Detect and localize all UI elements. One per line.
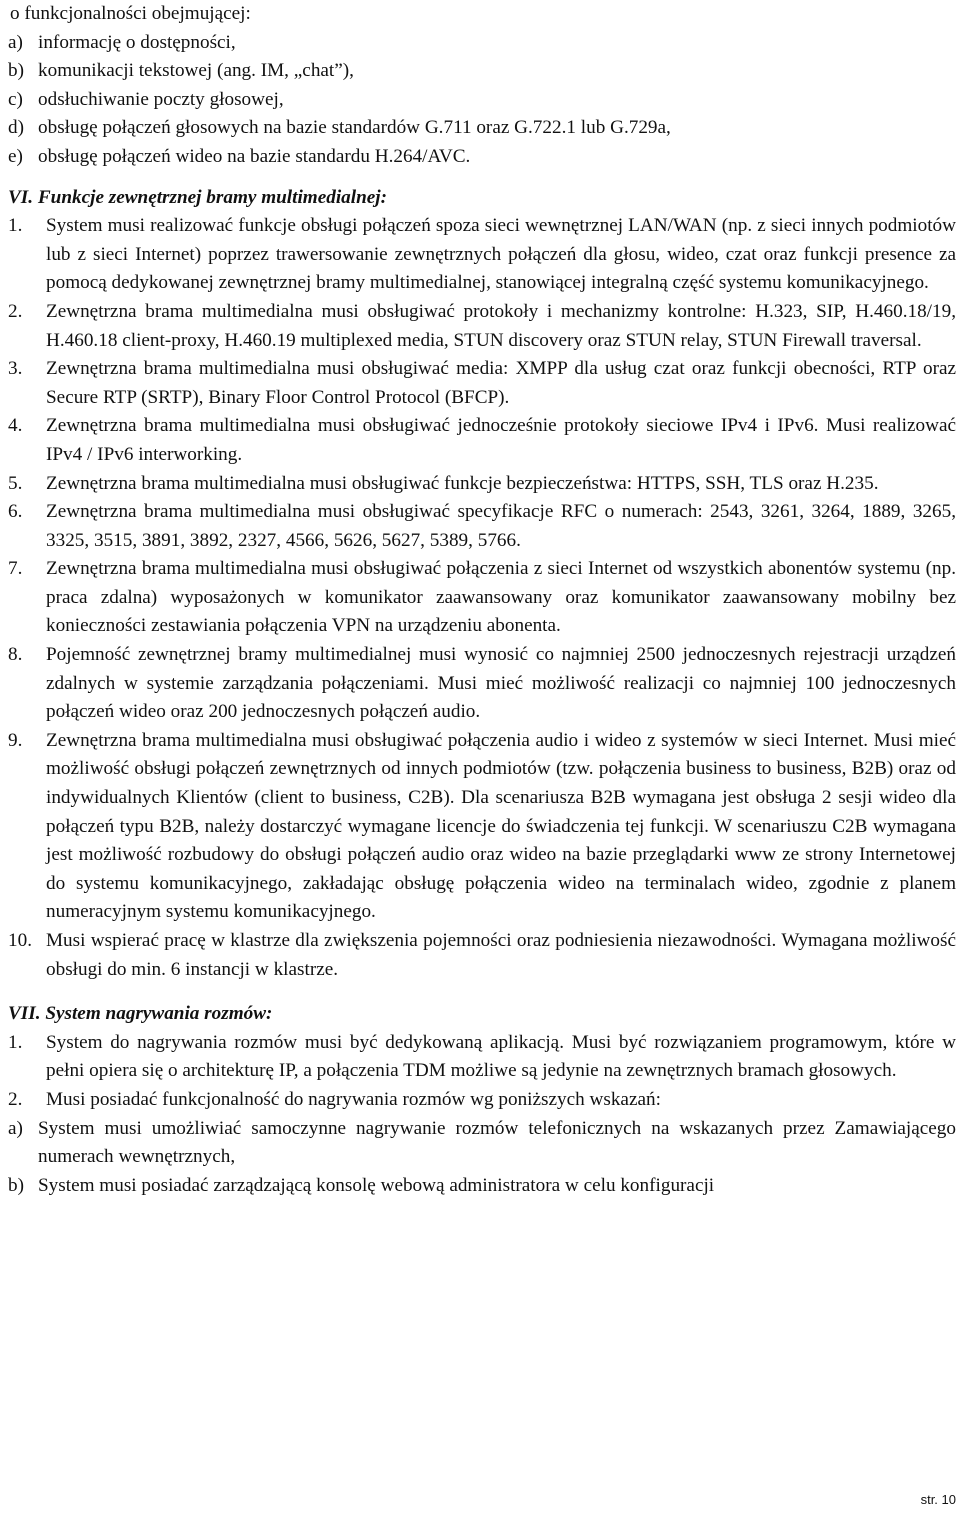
list-item-label: a) [8,1117,23,1139]
numbered-item [8,355,956,412]
list-item-text: System musi posiadać zarządzającą konsolę webową administratora w celu konfiguracji [38,1174,715,1196]
item-text: Zewnętrzna brama multimedialna musi obsługiwać połączenia z sieci Internet od wszystkich abonentów systemu (np. praca zdalna) wyposażonych w komunikator zaawansowany oraz komunikator zaawansowany mobilny bez konieczności zestawiania połączenia VPN na urządzeniu abonenta. [46,558,956,637]
list-item-text: komunikacji tekstowej (ang. IM, „chat”), [38,60,354,82]
numbered-item [8,212,956,298]
item-text: Zewnętrzna brama multimedialna musi obsługiwać połączenia audio i wideo z systemów w sieci Internet. Musi mieć możliwość obsługi połączeń zewnętrznych od innych podmiotów (tzw. połączenia business to business, B2B) oraz od indywidualnych Klientów (client to business, C2B). Dla scenariusza B2B wymagana jest obsługa 2 sesji wideo dla połączeń typu B2B, należy dostarczyć wymagane licencje do świadczenia tej funkcji. W scenariuszu C2B wymagana jest możliwość rozbudowy do obsługi połączeń audio oraz wideo na bazie przeglądarki www ze strony Internetowej do systemu komunikacyjnego, zakładając obsługę połączenia wideo na terminalach wideo, zgodnie z planem numeracyjnym systemu komunikacyjnego. [46,729,956,923]
list-item-label: b) [8,1174,24,1196]
numbered-item [8,555,956,641]
item-text: Zewnętrzna brama multimedialna musi obsługiwać media: XMPP dla usług czat oraz funkcji obecności, RTP oraz Secure RTP (SRTP), Binary Floor Control Protocol (BFCP). [46,358,956,408]
item-text: Musi wspierać pracę w klastrze dla zwiększenia pojemności oraz podniesienia niezawodności. Wymagana możliwość obsługi do min. 6 instancji w klastrze. [46,930,956,980]
item-number: 4. [8,415,23,437]
item-number: 8. [8,644,23,666]
item-text: System musi realizować funkcje obsługi połączeń spoza sieci wewnętrznej LAN/WAN (np. z sieci innych podmiotów lub z sieci Internet) poprzez trawersowanie zewnętrznych połączeń dla głosu, wideo, czat oraz funkcji presence za pomocą dedykowanej zewnętrznej bramy multimedialnej, stanowiącej integralną część systemu komunikacyjnego. [46,215,956,294]
item-number: 6. [8,501,23,523]
numbered-item [8,1086,956,1115]
item-number: 7. [8,558,23,580]
list-item [8,57,956,86]
numbered-item [8,641,956,727]
list-item-text: obsługę połączeń wideo na bazie standardu H.264/AVC. [38,145,471,167]
item-text: Zewnętrzna brama multimedialna musi obsługiwać jednocześnie protokoły sieciowe IPv4 i IPv6. Musi realizować IPv4 / IPv6 interworking. [46,415,956,465]
item-number: 2. [8,1088,23,1110]
section-heading-vi: VI. Funkcje zewnętrznej bramy multimedialnej: [8,186,387,208]
list-item [8,1172,956,1201]
list-item [8,1115,956,1172]
numbered-item [8,498,956,555]
item-number: 9. [8,729,23,751]
item-number: 10. [8,930,32,951]
numbered-item [8,470,956,499]
list-item [8,86,956,115]
list-item [8,143,956,172]
item-number: 1. [8,1031,23,1053]
item-text: Zewnętrzna brama multimedialna musi obsługiwać protokoły i mechanizmy kontrolne: H.323, SIP, H.460.18/19, H.460.18 client-proxy, H.460.19 multiplexed media, STUN discovery oraz STUN relay, STUN Firewall traversal. [46,300,956,351]
list-item-text: informację o dostępności, [38,31,236,53]
numbered-item [8,927,956,984]
numbered-item [8,1029,956,1086]
page-number: str. 10 [920,1492,956,1507]
section-heading-vii: VII. System nagrywania rozmów: [8,1003,273,1025]
item-text: Pojemność zewnętrznej bramy multimedialnej musi wynosić co najmniej 2500 jednoczesnych rejestracji urządzeń zdalnych w systemie zarządzania połączeniami. Musi mieć możliwość realizacji co najmniej 100 jednoczesnych połączeń wideo oraz 200 jednoczesnych połączeń audio. [46,644,956,723]
sub-list [8,1115,956,1201]
list-item-label: a) [8,31,23,53]
item-text: Zewnętrzna brama multimedialna musi obsługiwać funkcje bezpieczeństwa: HTTPS, SSH, TLS oraz H.235. [46,472,879,494]
item-number: 1. [8,215,23,237]
list-item-text: System musi umożliwiać samoczynne nagrywanie rozmów telefonicznych na wskazanych przez Zamawiającego numerach wewnętrznych, [38,1117,956,1168]
item-text: Zewnętrzna brama multimedialna musi obsługiwać specyfikacje RFC o numerach: 2543, 3261, 3264, 1889, 3265, 3325, 3515, 3891, 3892, 2327, 4566, 5626, 5627, 5389, 5766. [46,501,956,551]
list-item-label: b) [8,60,24,82]
list-item-label: d) [8,117,24,139]
item-text: Musi posiadać funkcjonalność do nagrywania rozmów wg poniższych wskazań: [46,1088,661,1110]
list-item-label: e) [8,145,23,167]
item-number: 2. [8,300,23,322]
section-vi-list [8,212,956,984]
list-item-text: odsłuchiwanie poczty głosowej, [38,88,284,110]
section-vii-list [8,1029,956,1201]
item-number: 5. [8,472,23,494]
intro-list [8,29,956,172]
numbered-item [8,412,956,469]
numbered-item [8,727,956,927]
list-item [8,29,956,58]
document-page [8,0,956,1200]
intro-lead: o funkcjonalności obejmującej: [10,3,251,24]
list-item [8,114,956,143]
numbered-item [8,298,956,355]
item-number: 3. [8,358,23,380]
list-item-text: obsługę połączeń głosowych na bazie standardów G.711 oraz G.722.1 lub G.729a, [38,117,671,139]
list-item-label: c) [8,88,23,110]
item-text: System do nagrywania rozmów musi być dedykowaną aplikacją. Musi być rozwiązaniem programowym, które w pełni opiera się o architekturę IP, a połączenia TDM możliwe są jedynie na zewnętrznych bramach głosowych. [46,1031,956,1082]
